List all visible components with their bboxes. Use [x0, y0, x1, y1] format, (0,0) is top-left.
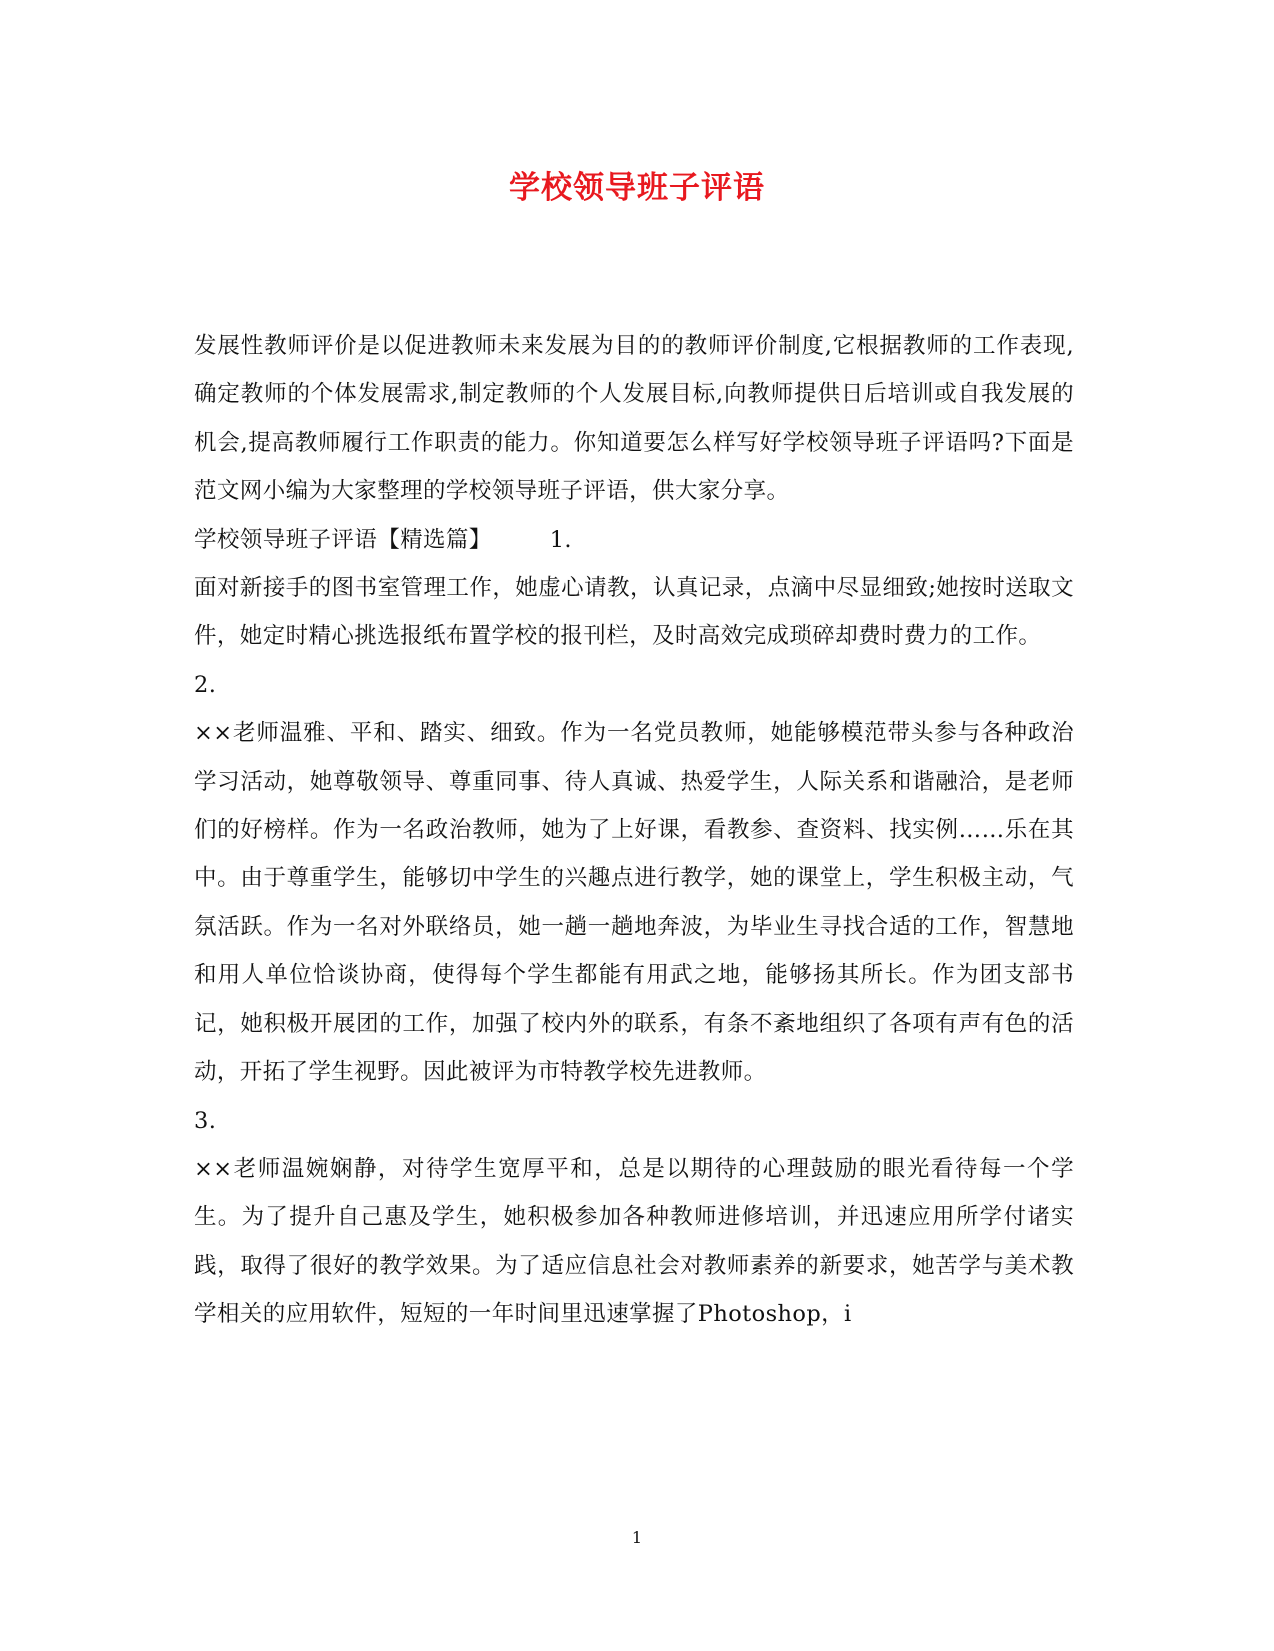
- item-2-number: 2.: [194, 671, 217, 698]
- section-heading: 学校领导班子评语【精选篇】: [194, 526, 492, 553]
- item-1-paragraph: 面对新接手的图书室管理工作，她虚心请教，认真记录，点滴中尽显细致;她按时送取文件，她定时精心挑选报纸布置学校的报刊栏，及时高效完成琐碎却费时费力的工作。: [194, 575, 1074, 650]
- item-1-number: 1.: [549, 526, 572, 553]
- document-body: [194, 322, 1074, 1339]
- item-2-paragraph: ××老师温雅、平和、踏实、细致。作为一名党员教师，她能够模范带头参与各种政治学习活动，她尊敬领导、尊重同事、待人真诚、热爱学生，人际关系和谐融洽，是老师们的好榜样。作为一名政治教师，她为了上好课，看教参、查资料、找实例……乐在其中。由于尊重学生，能够切中学生的兴趣点进行教学，她的课堂上，学生积极主动，气氛活跃。作为一名对外联络员，她一趟一趟地奔波，为毕业生寻找合适的工作，智慧地和用人单位恰谈协商，使得每个学生都能有用武之地，能够扬其所长。作为团支部书记，她积极开展团的工作，加强了校内外的联系，有条不紊地组织了各项有声有色的活动，开拓了学生视野。因此被评为市特教学校先进教师。: [194, 720, 1074, 1086]
- page-number: 1: [631, 1528, 643, 1547]
- section-heading-line: [194, 516, 1074, 564]
- item-3-number: 3.: [194, 1107, 217, 1134]
- intro-paragraph: 发展性教师评价是以促进教师未来发展为目的的教师评价制度,它根据教师的工作表现,确定教师的个体发展需求,制定教师的个人发展目标,向教师提供日后培训或自我发展的机会,提高教师履行工作职责的能力。你知道要怎么样写好学校领导班子评语吗?下面是范文网小编为大家整理的学校领导班子评语，供大家分享。: [194, 333, 1074, 505]
- document-title: 学校领导班子评语: [509, 170, 765, 206]
- item-3-paragraph: ××老师温婉娴静，对待学生宽厚平和，总是以期待的心理鼓励的眼光看待每一个学生。为了提升自己惠及学生，她积极参加各种教师进修培训，并迅速应用所学付诸实践，取得了很好的教学效果。为了适应信息社会对教师素养的新要求，她苦学与美术教学相关的应用软件，短短的一年时间里迅速掌握了Photoshop，i: [194, 1155, 1074, 1328]
